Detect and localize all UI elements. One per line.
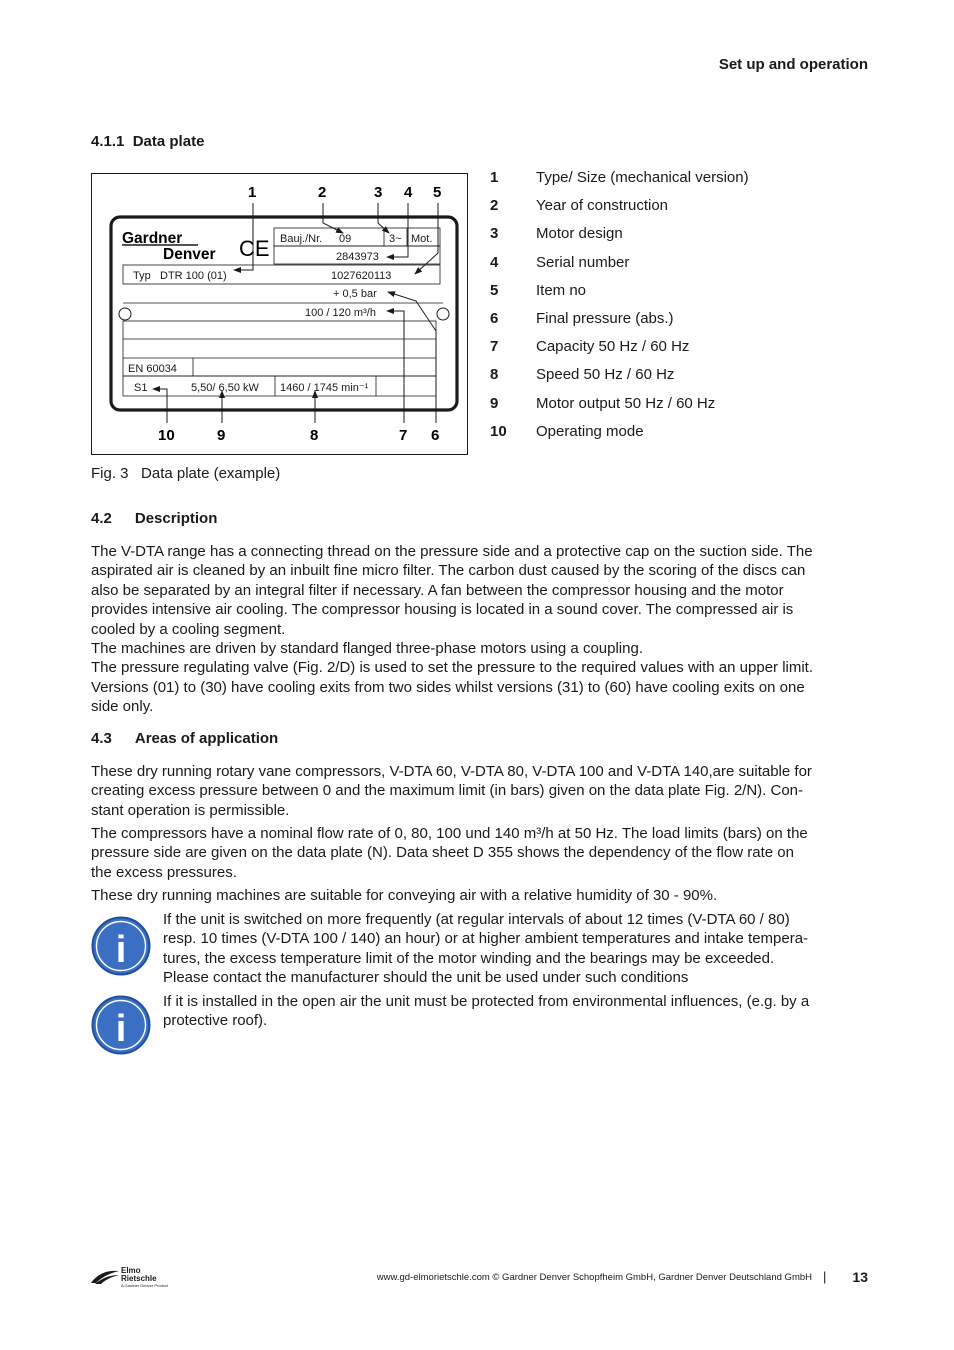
info-note-2: If it is installed in the open air the unit must be protected from environmental influences, (e.g. by a protective roof). — [163, 993, 810, 1030]
mount-hole-right — [437, 308, 449, 320]
page-number: 13 — [852, 1269, 868, 1285]
footer-imprint: www.gd-elmorietschle.com © Gardner Denver Schopfheim GmbH, Gardner Denver Deutschland GmbH — [376, 1272, 812, 1283]
legend-item: 6 Final pressure (abs.) — [490, 309, 674, 327]
application-paragraph-2: The compressors have a nominal flow rate of 0, 80, 100 und 140 m³/h at 50 Hz. The load limits (bars) on the pressure side are given on the data plate (N). Data sheet D 355 shows the dependency of the flow rate on the excess pressures. — [91, 825, 808, 881]
legend-item: 3 Motor design — [490, 225, 623, 243]
plate-mode: S1 — [134, 382, 148, 394]
callout-1: 1 — [248, 184, 257, 201]
callout-9: 9 — [217, 427, 226, 444]
plate-power: 5,50/ 6,50 kW — [191, 382, 259, 394]
section-heading-4-3: 4.3 Areas of application — [91, 730, 279, 747]
plate-serial: 2843973 — [336, 251, 379, 263]
figure-caption: Fig. 3 Data plate (example) — [91, 465, 281, 482]
plate-standard: EN 60034 — [128, 363, 177, 375]
plate-pressure: + 0,5 bar — [333, 288, 377, 300]
plate-bauj-value: 09 — [339, 233, 352, 245]
callout-5: 5 — [433, 184, 442, 201]
info-icon — [91, 916, 151, 976]
section-heading-4-2: 4.2 Description — [91, 510, 218, 527]
brand-gardner: Gardner — [122, 230, 183, 247]
callout-7: 7 — [399, 427, 408, 444]
figure-legend — [490, 169, 749, 451]
plate-typ-label: Typ — [133, 270, 151, 282]
legend-item: 7 Capacity 50 Hz / 60 Hz — [490, 338, 690, 356]
callout-3: 3 — [374, 184, 383, 201]
running-header: Set up and operation — [718, 56, 868, 73]
brand-denver: Denver — [163, 246, 216, 263]
callout-6: 6 — [431, 427, 440, 444]
legend-item: 10 Operating mode — [490, 422, 644, 440]
ce-mark: CE — [239, 236, 270, 261]
legend-item: 1 Type/ Size (mechanical version) — [490, 169, 749, 186]
application-paragraph-1: These dry running rotary vane compressors, V-DTA 60, V-DTA 80, V-DTA 100 and V-DTA 140,are suitable for creating excess pressure between 0 and the maximum limit (in bars) given on the data plate Fig. 2/N). Con- stant operation is permissible. — [91, 763, 812, 819]
elmo-rietschle-logo — [90, 1266, 180, 1290]
legend-item: 4 Serial number — [490, 253, 630, 271]
plate-bauj-label: Bauj./Nr. — [280, 233, 323, 245]
application-paragraph-3: These dry running machines are suitable for conveying air with a relative humidity of 30 - 90%. — [91, 887, 718, 904]
callout-4: 4 — [404, 184, 413, 201]
legend-item: 2 Year of construction — [490, 197, 669, 215]
plate-typ-value: DTR 100 (01) — [160, 270, 227, 282]
svg-text:i: i — [115, 1008, 127, 1050]
plate-capacity: 100 / 120 m³/h — [305, 307, 376, 319]
info-note-1: If the unit is switched on more frequently (at regular intervals of about 12 times (V-DTA 60 / 80) resp. 10 times (V-DTA 100 / 140) an hour) or at higher ambient temperatures and intake tempera- tures, the excess temperature limit of the motor winding and the bearings may be exceeded. Please contact the manufacturer should the unit be used under such conditions — [163, 911, 809, 987]
footer-separator: | — [823, 1269, 827, 1284]
legend-item: 8 Speed 50 Hz / 60 Hz — [490, 366, 675, 384]
svg-text:i: i — [115, 929, 127, 971]
section-heading-4-1-1: 4.1.1 Data plate — [91, 133, 205, 150]
plate-phase: 3~ — [389, 233, 402, 245]
description-paragraph: The V-DTA range has a connecting thread on the pressure side and a protective cap on the suction side. The aspirated air is cleaned by an inbuilt fine micro filter. The carbon dust caused by the scoring of the discs can also be separated by an integral filter if necessary. A fan between the compressor housing and the motor provides intensive air cooling. The compressor housing is located in a sound cover. The compressed air is cooled by a cooling segment. The machines are driven by standard flanged three-phase motors using a coupling. The pressure regulating valve (Fig. 2/D) is used to set the pressure to the required values with an upper limit. Versions (01) to (30) have cooling exits from two sides whilst versions (31) to (60) have cooling exits on one side only. — [91, 543, 814, 716]
callout-8: 8 — [310, 427, 319, 444]
legend-item: 9 Motor output 50 Hz / 60 Hz — [490, 394, 716, 412]
data-plate-figure — [91, 173, 469, 455]
legend-item: 5 Item no — [490, 281, 587, 299]
plate-item-no: 1027620113 — [331, 270, 392, 282]
logo-text: Elmo Rietschle A Gardner Denver Product — [121, 1266, 169, 1288]
callout-2: 2 — [318, 184, 327, 201]
info-icon — [91, 995, 151, 1055]
swoosh-icon — [90, 1269, 120, 1285]
mount-hole-left — [119, 308, 131, 320]
plate-speed: 1460 / 1745 min⁻¹ — [280, 382, 369, 394]
callout-10: 10 — [158, 427, 175, 444]
footer-url[interactable]: www.gd-elmorietschle.com — [376, 1272, 490, 1283]
plate-mot: Mot. — [411, 233, 433, 245]
